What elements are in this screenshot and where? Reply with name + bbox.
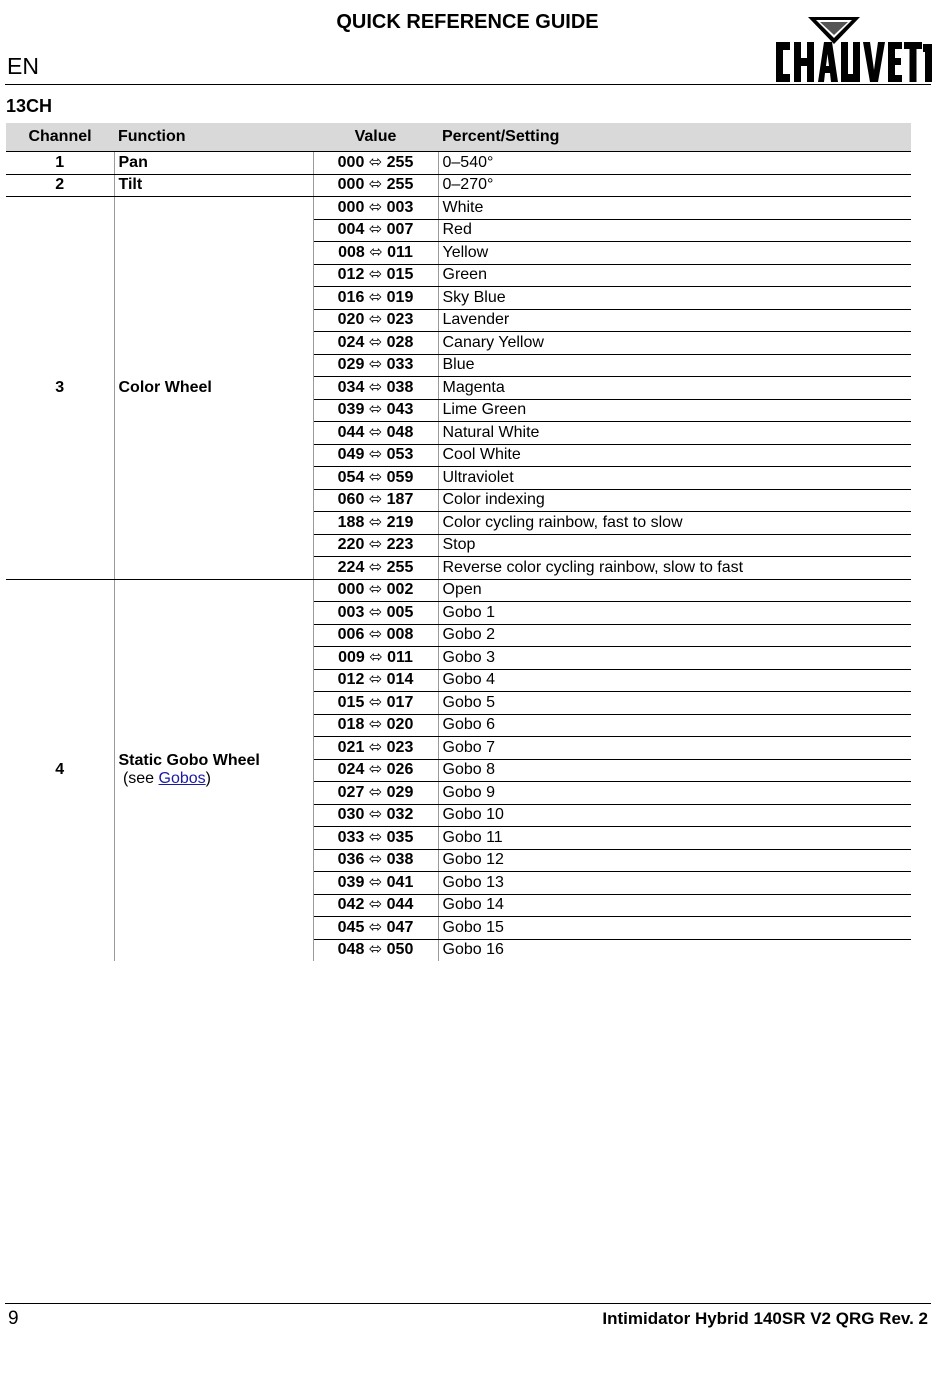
table-header-row (6, 123, 911, 152)
setting-cell: Lavender (438, 309, 911, 332)
range-arrow-icon: ⬄ (368, 783, 383, 801)
value-range-cell (313, 872, 438, 895)
range-end: 007 (386, 221, 414, 239)
setting-cell: Color indexing (438, 489, 911, 512)
page-number: 9 (8, 1308, 19, 1329)
value-range-cell (313, 287, 438, 310)
range-end: 043 (386, 401, 414, 419)
range-end: 020 (386, 716, 414, 734)
value-range-cell (313, 219, 438, 242)
range-start: 000 (337, 581, 365, 599)
value-range-cell (313, 827, 438, 850)
setting-cell: Gobo 14 (438, 894, 911, 917)
value-range-cell (313, 557, 438, 580)
range-start: 054 (337, 468, 365, 486)
range-arrow-icon: ⬄ (369, 243, 383, 261)
range-end: 223 (386, 536, 414, 554)
channel-cell: 2 (6, 174, 114, 197)
page-title: QUICK REFERENCE GUIDE (336, 11, 599, 33)
range-end: 038 (386, 378, 414, 396)
range-arrow-icon: ⬄ (368, 558, 383, 576)
setting-cell: Gobo 6 (438, 714, 911, 737)
range-start: 039 (337, 873, 365, 891)
value-range-cell (313, 737, 438, 760)
range-arrow-icon: ⬄ (368, 356, 383, 374)
range-end: 002 (386, 581, 414, 599)
range-arrow-icon: ⬄ (368, 491, 383, 509)
range-end: 029 (386, 783, 414, 801)
range-start: 220 (337, 536, 365, 554)
function-label: Static Gobo Wheel (118, 752, 260, 770)
range-end: 059 (386, 468, 414, 486)
range-end: 032 (386, 806, 414, 824)
value-range-cell (313, 309, 438, 332)
value-range-cell (313, 759, 438, 782)
range-end: 047 (386, 918, 414, 936)
range-start: 042 (337, 896, 365, 914)
value-range-cell (313, 399, 438, 422)
range-start: 000 (337, 176, 365, 194)
range-arrow-icon: ⬄ (368, 468, 383, 486)
range-arrow-icon: ⬄ (368, 311, 383, 329)
range-end: 017 (386, 693, 414, 711)
range-arrow-icon: ⬄ (368, 513, 383, 531)
range-start: 024 (337, 761, 365, 779)
setting-cell: Gobo 7 (438, 737, 911, 760)
range-end: 023 (386, 311, 414, 329)
range-start: 029 (337, 356, 365, 374)
range-end: 011 (387, 243, 413, 261)
range-arrow-icon: ⬄ (368, 761, 383, 779)
range-start: 024 (337, 333, 365, 351)
range-end: 011 (387, 648, 413, 666)
value-range-cell (313, 197, 438, 220)
range-start: 224 (337, 558, 365, 576)
range-end: 035 (386, 828, 414, 846)
function-cell (114, 152, 313, 175)
table-row (6, 197, 911, 220)
range-start: 030 (337, 806, 365, 824)
range-arrow-icon: ⬄ (368, 738, 383, 756)
range-end: 028 (386, 333, 414, 351)
language-label: EN (7, 53, 39, 79)
range-arrow-icon: ⬄ (368, 401, 383, 419)
range-end: 255 (386, 153, 414, 171)
value-range-cell (313, 669, 438, 692)
range-arrow-icon: ⬄ (368, 221, 383, 239)
function-cell (114, 174, 313, 197)
setting-cell: Gobo 11 (438, 827, 911, 850)
channel-cell: 3 (6, 197, 114, 580)
range-end: 026 (386, 761, 414, 779)
value-range-cell (313, 602, 438, 625)
range-start: 027 (337, 783, 365, 801)
setting-cell: Gobo 15 (438, 917, 911, 940)
range-start: 009 (338, 648, 365, 666)
table-row (6, 152, 911, 175)
range-end: 048 (386, 423, 414, 441)
range-arrow-icon: ⬄ (368, 423, 383, 441)
range-start: 000 (337, 153, 365, 171)
range-start: 049 (337, 446, 365, 464)
function-label: Pan (118, 153, 148, 171)
range-start: 000 (337, 198, 365, 216)
range-end: 044 (386, 896, 414, 914)
range-end: 053 (386, 446, 414, 464)
range-arrow-icon: ⬄ (368, 896, 383, 914)
column-header-channel: Channel (6, 123, 114, 152)
range-start: 060 (337, 491, 365, 509)
range-arrow-icon: ⬄ (368, 288, 383, 306)
range-start: 018 (337, 716, 365, 734)
range-arrow-icon: ⬄ (368, 671, 383, 689)
range-start: 012 (337, 671, 365, 689)
setting-cell: Red (438, 219, 911, 242)
footer-rule (5, 1303, 931, 1304)
value-range-cell (313, 714, 438, 737)
setting-cell: Open (438, 579, 911, 602)
range-arrow-icon: ⬄ (368, 581, 383, 599)
value-range-cell (313, 894, 438, 917)
value-range-cell (313, 647, 438, 670)
range-arrow-icon: ⬄ (368, 266, 383, 284)
value-range-cell (313, 512, 438, 535)
setting-cell: White (438, 197, 911, 220)
setting-cell: Magenta (438, 377, 911, 400)
column-header-function: Function (114, 123, 313, 152)
range-end: 015 (386, 266, 414, 284)
value-range-cell (313, 377, 438, 400)
setting-cell: Sky Blue (438, 287, 911, 310)
range-start: 036 (337, 851, 365, 869)
range-arrow-icon: ⬄ (368, 918, 383, 936)
range-arrow-icon: ⬄ (368, 851, 383, 869)
range-start: 034 (337, 378, 365, 396)
setting-cell: Gobo 16 (442, 941, 504, 959)
header-rule (5, 84, 931, 85)
function-note-suffix: ) (205, 770, 211, 788)
value-range-cell (313, 692, 438, 715)
range-arrow-icon: ⬄ (368, 873, 383, 891)
range-end: 008 (386, 626, 414, 644)
range-arrow-icon: ⬄ (368, 716, 383, 734)
range-start: 045 (337, 918, 365, 936)
setting-cell: Color cycling rainbow, fast to slow (438, 512, 911, 535)
setting-cell: Gobo 1 (438, 602, 911, 625)
range-start: 006 (337, 626, 365, 644)
value-range-cell (313, 422, 438, 445)
dmx-channel-table (6, 123, 911, 961)
range-end: 003 (386, 198, 414, 216)
range-arrow-icon: ⬄ (368, 828, 383, 846)
gobos-link[interactable]: Gobos (158, 770, 206, 788)
range-start: 048 (337, 941, 365, 959)
value-range-cell (313, 939, 438, 961)
range-end: 023 (386, 738, 414, 756)
range-arrow-icon: ⬄ (368, 536, 383, 554)
document-title: Intimidator Hybrid 140SR V2 QRG Rev. 2 (602, 1309, 928, 1328)
setting-cell: 0–270° (438, 174, 911, 197)
setting-cell: Gobo 5 (438, 692, 911, 715)
chauvet-dj-logo (774, 14, 932, 82)
setting-cell: Gobo 4 (438, 669, 911, 692)
range-start: 016 (337, 288, 365, 306)
function-label: Tilt (118, 176, 143, 194)
value-range-cell (313, 917, 438, 940)
range-arrow-icon: ⬄ (369, 648, 383, 666)
value-range-cell (313, 534, 438, 557)
range-arrow-icon: ⬄ (368, 693, 383, 711)
setting-cell: Gobo 3 (438, 647, 911, 670)
table-row (6, 579, 911, 602)
range-arrow-icon: ⬄ (368, 446, 383, 464)
range-start: 012 (337, 266, 365, 284)
range-end: 255 (386, 558, 414, 576)
range-end: 041 (386, 873, 414, 891)
setting-cell: Yellow (438, 242, 911, 265)
range-arrow-icon: ⬄ (368, 153, 383, 171)
value-range-cell (313, 174, 438, 197)
setting-cell: Gobo 13 (438, 872, 911, 895)
range-end: 019 (386, 288, 414, 306)
range-start: 004 (337, 221, 365, 239)
range-end: 255 (386, 176, 414, 194)
range-start: 015 (337, 693, 365, 711)
value-range-cell (313, 624, 438, 647)
range-arrow-icon: ⬄ (368, 941, 383, 959)
value-range-cell (313, 264, 438, 287)
column-header-value: Value (313, 123, 438, 152)
range-start: 188 (337, 513, 365, 531)
range-end: 033 (386, 356, 414, 374)
range-end: 187 (386, 491, 414, 509)
function-cell (114, 579, 313, 961)
value-range-cell (313, 242, 438, 265)
value-range-cell (313, 152, 438, 175)
table-row (6, 174, 911, 197)
range-start: 021 (337, 738, 365, 756)
setting-cell: Reverse color cycling rainbow, slow to fast (438, 557, 911, 580)
range-arrow-icon: ⬄ (368, 378, 383, 396)
range-start: 003 (337, 603, 365, 621)
setting-cell: Lime Green (438, 399, 911, 422)
setting-cell: Stop (438, 534, 911, 557)
range-start: 039 (337, 401, 365, 419)
table-body (6, 152, 911, 962)
range-end: 014 (386, 671, 414, 689)
value-range-cell (313, 332, 438, 355)
range-end: 038 (386, 851, 414, 869)
value-range-cell (313, 804, 438, 827)
setting-cell: Canary Yellow (438, 332, 911, 355)
value-range-cell (313, 782, 438, 805)
range-arrow-icon: ⬄ (368, 198, 383, 216)
setting-cell: Gobo 9 (438, 782, 911, 805)
range-end: 219 (386, 513, 414, 531)
function-cell (114, 197, 313, 580)
range-start: 033 (337, 828, 365, 846)
value-range-cell (313, 489, 438, 512)
value-range-cell (313, 849, 438, 872)
range-end: 050 (386, 941, 414, 959)
value-range-cell (313, 579, 438, 602)
range-arrow-icon: ⬄ (368, 333, 383, 351)
value-range-cell (313, 354, 438, 377)
setting-cell: Blue (438, 354, 911, 377)
column-header-setting: Percent/Setting (438, 123, 911, 152)
function-label: Color Wheel (118, 378, 212, 396)
range-arrow-icon: ⬄ (368, 806, 383, 824)
setting-cell: Gobo 2 (438, 624, 911, 647)
value-range-cell (313, 444, 438, 467)
range-arrow-icon: ⬄ (368, 176, 383, 194)
setting-cell: Natural White (438, 422, 911, 445)
function-note-prefix: (see (118, 770, 159, 788)
setting-cell: Ultraviolet (438, 467, 911, 490)
channel-cell: 4 (6, 579, 114, 961)
setting-cell: Gobo 12 (438, 849, 911, 872)
setting-cell: Gobo 10 (438, 804, 911, 827)
range-start: 008 (338, 243, 365, 261)
setting-cell: 0–540° (438, 152, 911, 175)
setting-cell: Gobo 8 (438, 759, 911, 782)
setting-cell: Cool White (438, 444, 911, 467)
value-range-cell (313, 467, 438, 490)
range-arrow-icon: ⬄ (368, 603, 383, 621)
range-start: 044 (337, 423, 365, 441)
range-arrow-icon: ⬄ (368, 626, 383, 644)
range-start: 020 (337, 311, 365, 329)
range-end: 005 (386, 603, 414, 621)
setting-cell: Green (438, 264, 911, 287)
channel-cell: 1 (6, 152, 114, 175)
section-title: 13CH (6, 96, 53, 116)
